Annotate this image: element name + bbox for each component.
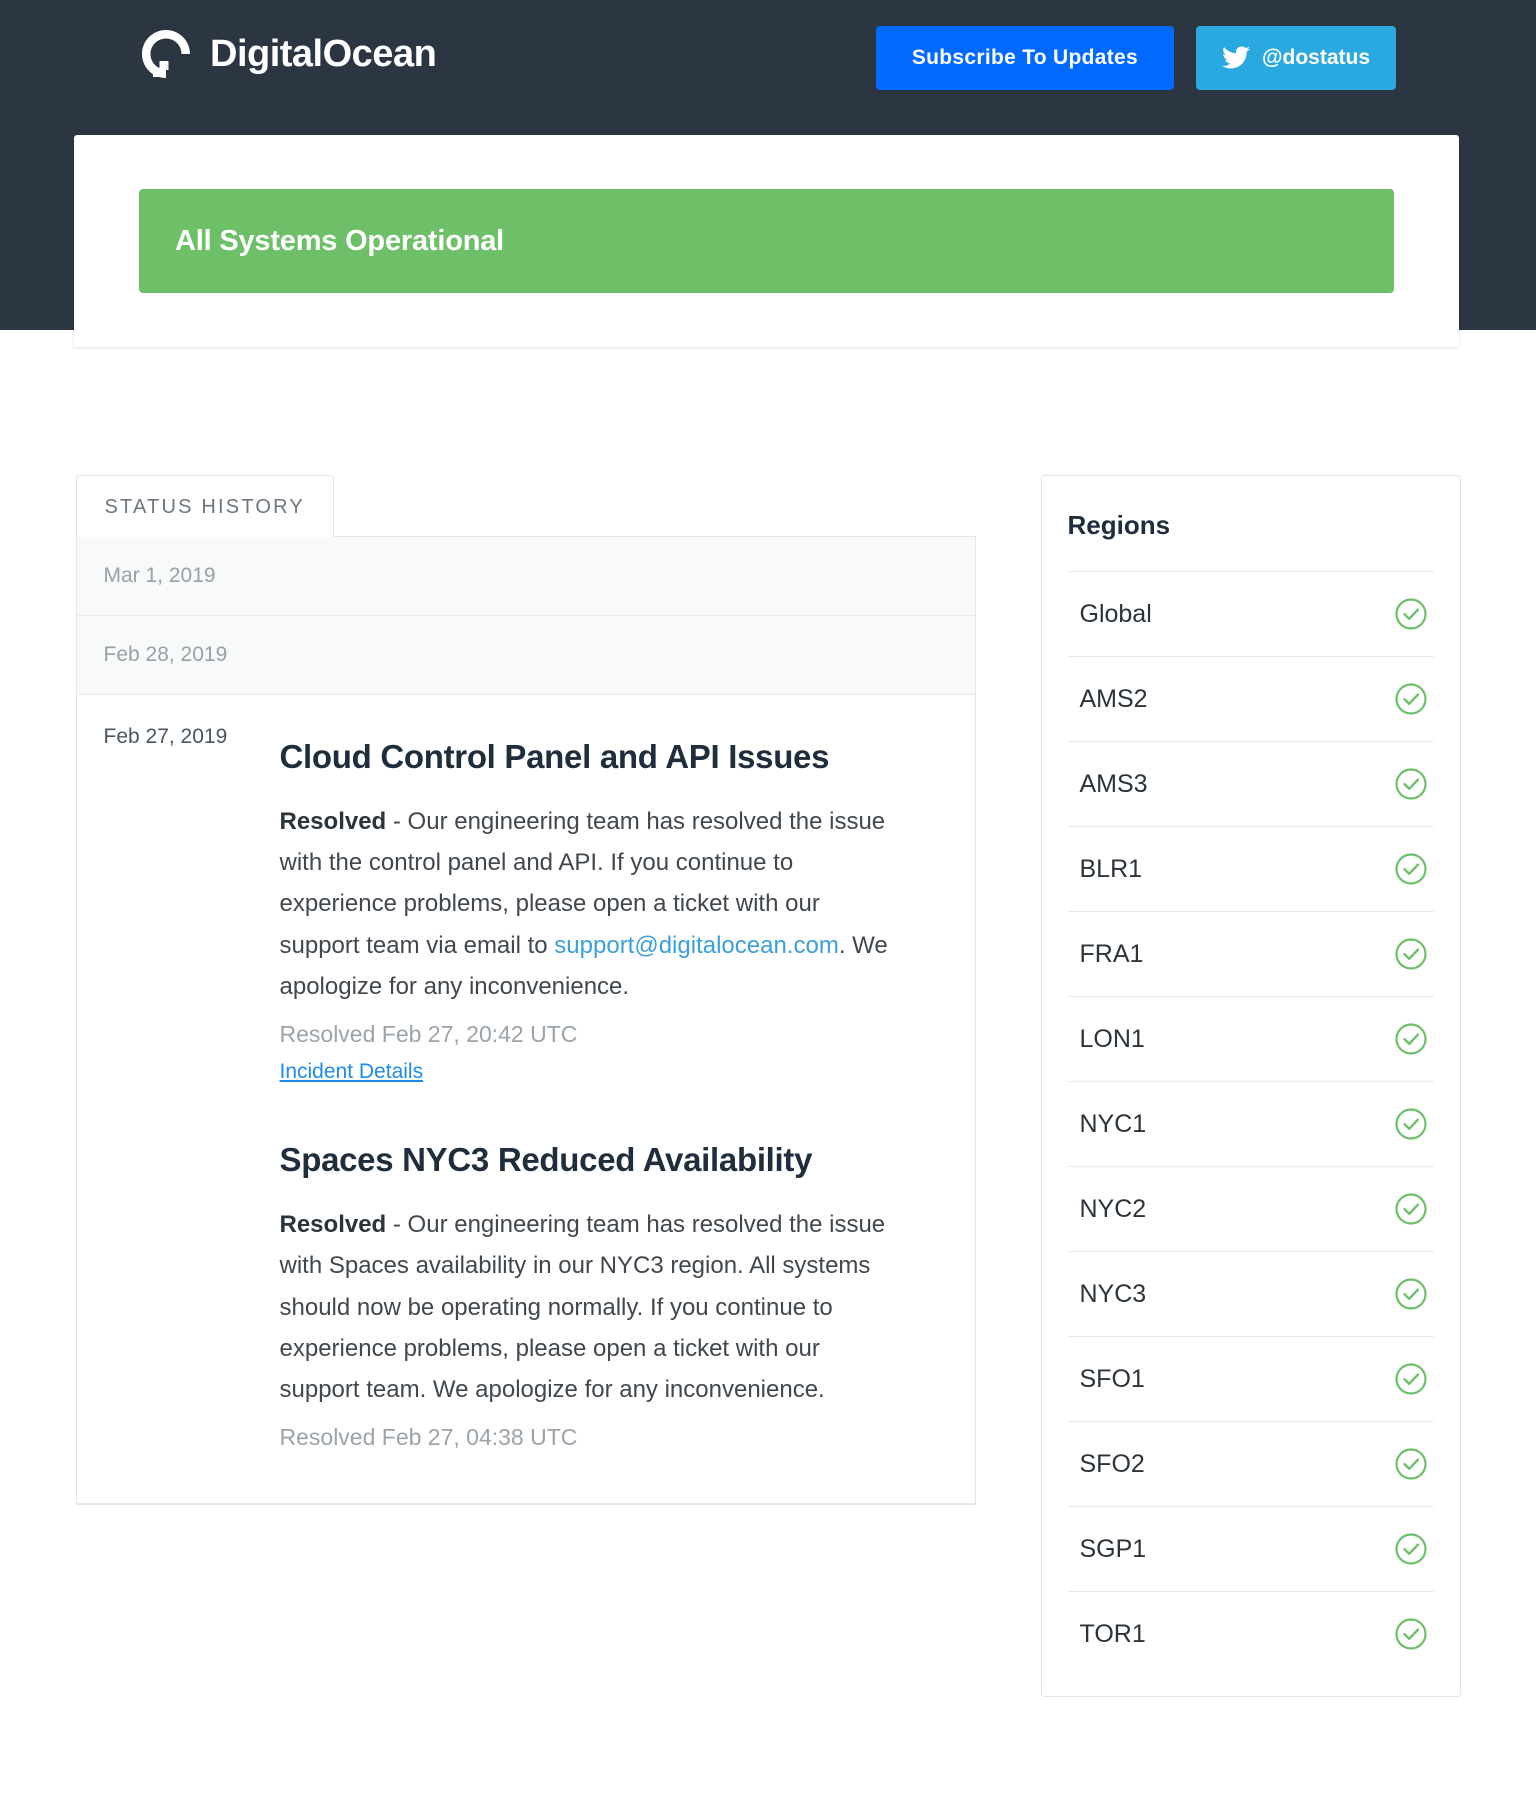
region-row-blr1[interactable] [1068, 826, 1434, 911]
check-circle-icon [1394, 852, 1428, 886]
site-header [0, 0, 1536, 330]
support-email-link[interactable]: support@digitalocean.com [554, 931, 839, 959]
main-content [76, 330, 1461, 1697]
check-circle-icon [1394, 1362, 1428, 1396]
regions-panel [1041, 475, 1461, 1697]
check-circle-icon [1394, 1532, 1428, 1566]
brand[interactable] [78, 0, 436, 80]
region-name: SFO1 [1079, 1364, 1145, 1393]
history-date: Mar 1, 2019 [103, 564, 216, 587]
region-row-tor1[interactable] [1068, 1591, 1434, 1676]
status-banner [139, 189, 1394, 293]
incident-title: Spaces NYC3 Reduced Availability [279, 1141, 813, 1179]
incident-resolved-time: Resolved Feb 27, 20:42 UTC [279, 1021, 578, 1048]
regions-title: Regions [1067, 510, 1171, 540]
digitalocean-logo-icon [140, 28, 192, 80]
region-row-ams3[interactable] [1068, 741, 1434, 826]
check-circle-icon [1394, 1107, 1428, 1141]
subscribe-to-updates-button[interactable]: Subscribe To Updates [876, 26, 1174, 90]
check-circle-icon [1394, 1022, 1428, 1056]
incident-item [280, 733, 905, 1084]
region-name: BLR1 [1079, 854, 1143, 883]
check-circle-icon [1394, 1447, 1428, 1481]
region-name: LON1 [1079, 1024, 1145, 1053]
region-row-sfo1[interactable] [1068, 1336, 1434, 1421]
incident-status-label: Resolved [279, 807, 387, 835]
incident-body-after-link: . We apologize for any inconvenience. [279, 931, 888, 1000]
incident-body [280, 801, 905, 1007]
incident-list [280, 695, 975, 1503]
region-name: Global [1079, 599, 1152, 628]
region-row-nyc3[interactable] [1068, 1251, 1434, 1336]
region-row-fra1[interactable] [1068, 911, 1434, 996]
regions-panel-padding [1042, 1676, 1460, 1696]
region-name: FRA1 [1079, 939, 1144, 968]
incident-body-before-link: - Our engineering team has resolved the issue with the control panel and API. If you continue to experience problems, please open a ticket with our support team via email to [279, 807, 886, 959]
region-name: AMS3 [1079, 769, 1148, 798]
twitter-bird-icon [1222, 46, 1250, 70]
twitter-handle-label: @dostatus [1262, 46, 1370, 69]
region-row-global[interactable] [1068, 571, 1434, 656]
history-day-row [77, 695, 975, 1504]
region-name: NYC3 [1079, 1279, 1147, 1308]
check-circle-icon [1394, 937, 1428, 971]
region-row-nyc1[interactable] [1068, 1081, 1434, 1166]
incident-details-link[interactable]: Incident Details [279, 1060, 424, 1084]
brand-name: DigitalOcean [210, 32, 437, 75]
history-day-row [77, 537, 975, 616]
status-history-list [76, 536, 976, 1505]
history-date: Feb 28, 2019 [103, 643, 228, 666]
check-circle-icon [1394, 1277, 1428, 1311]
region-name: TOR1 [1079, 1619, 1146, 1648]
incident-item [280, 1136, 905, 1451]
check-circle-icon [1394, 682, 1428, 716]
status-banner-label: All Systems Operational [175, 224, 505, 257]
incident-title: Cloud Control Panel and API Issues [279, 738, 830, 775]
region-name: NYC2 [1079, 1194, 1147, 1223]
incident-body-before-link: - Our engineering team has resolved the issue with Spaces availability in our NYC3 region. All systems should now be operating normally. If you continue to experience problems, please open a ticket with our support team. We apologize for any inconvenience. [279, 1211, 886, 1404]
history-day-row [77, 616, 975, 695]
twitter-status-button[interactable] [1196, 26, 1396, 90]
regions-section [1041, 475, 1461, 1697]
overall-status-card [74, 135, 1459, 347]
region-name: SGP1 [1079, 1534, 1147, 1563]
region-row-sgp1[interactable] [1068, 1506, 1434, 1591]
status-history-tab[interactable]: STATUS HISTORY [76, 475, 334, 537]
region-name: NYC1 [1079, 1109, 1147, 1138]
header-actions [876, 0, 1458, 90]
history-date: Feb 27, 2019 [103, 725, 228, 748]
region-row-lon1[interactable] [1068, 996, 1434, 1081]
check-circle-icon [1394, 1192, 1428, 1226]
incident-resolved-time: Resolved Feb 27, 04:38 UTC [279, 1424, 578, 1451]
region-row-sfo2[interactable] [1068, 1421, 1434, 1506]
check-circle-icon [1394, 1617, 1428, 1651]
region-row-nyc2[interactable] [1068, 1166, 1434, 1251]
region-row-ams2[interactable] [1068, 656, 1434, 741]
region-name: SFO2 [1079, 1449, 1145, 1478]
check-circle-icon [1394, 767, 1428, 801]
incident-status-label: Resolved [279, 1211, 387, 1239]
incident-body [280, 1204, 905, 1410]
region-name: AMS2 [1079, 684, 1148, 713]
status-history-section [76, 475, 976, 1505]
check-circle-icon [1394, 597, 1428, 631]
